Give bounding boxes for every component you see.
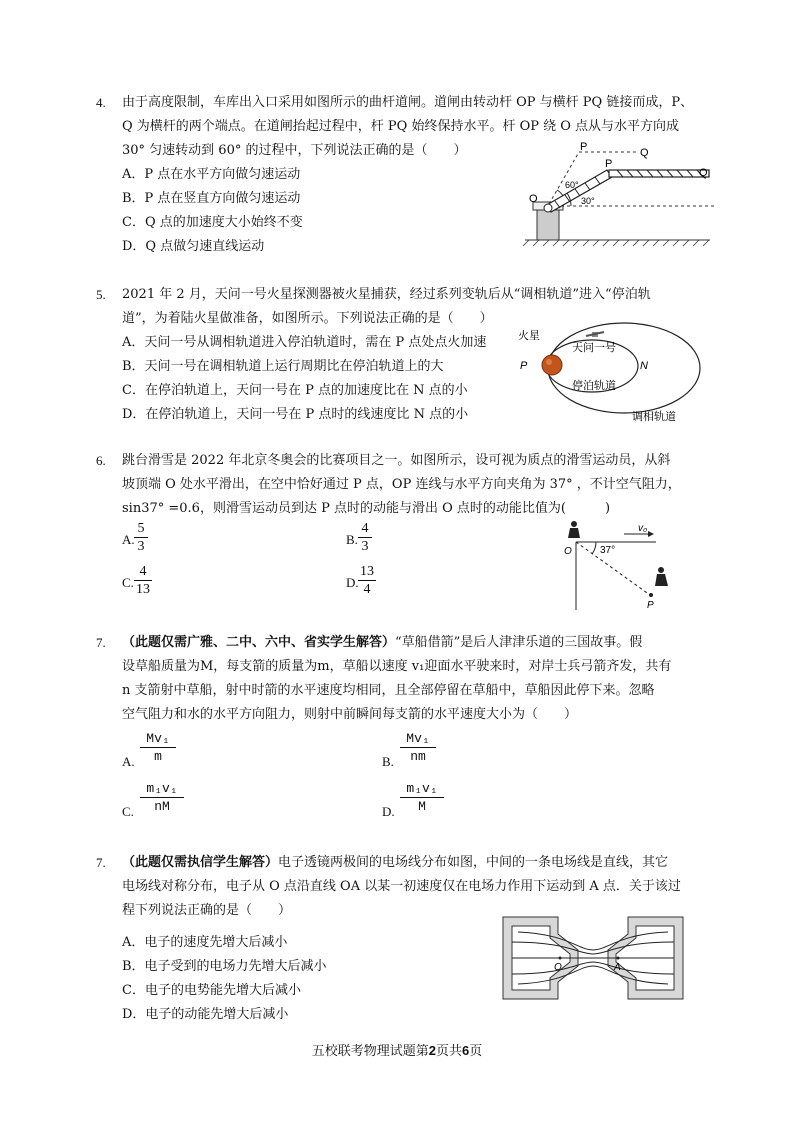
option-b: B．电子受到的电场力先增大后减小 bbox=[122, 959, 327, 974]
option-a: A．P 点在水平方向做匀速运动 bbox=[122, 167, 301, 182]
electron-lens-figure bbox=[498, 912, 688, 1004]
numerator: Mv₁ bbox=[406, 731, 430, 746]
question-number: 6. bbox=[96, 453, 106, 468]
denominator: 4 bbox=[363, 582, 371, 597]
option-c-label: C. bbox=[122, 575, 134, 590]
footer-page-number: 2 bbox=[428, 1043, 436, 1058]
label-o: O bbox=[564, 546, 572, 557]
question-text-line: 2021 年 2 月，天问一号火星探测器被火星捕获，经过系列变轨后从“调相轨道”进入“停泊轨 bbox=[122, 287, 651, 302]
skier-bottom-icon bbox=[655, 567, 668, 586]
footer-suffix: 页 bbox=[469, 1044, 483, 1059]
orbit-figure bbox=[512, 318, 702, 426]
label-p: P bbox=[605, 158, 613, 170]
barrier-gate-figure bbox=[515, 140, 720, 252]
option-d-label: D. bbox=[346, 575, 359, 590]
numerator: 13 bbox=[360, 564, 374, 579]
question-text-line: 设草船质量为M，每支箭的质量为m，草船以速度 v₁迎面水平驶来时，对岸士兵弓箭齐发，共有 bbox=[122, 659, 672, 674]
option-a-fraction bbox=[140, 730, 176, 765]
footer-middle: 页共 bbox=[435, 1044, 462, 1059]
option-a-fraction bbox=[134, 520, 148, 555]
eligibility-note: （此题仅需执信学生解答） bbox=[122, 855, 279, 870]
label-v0: v₀ bbox=[638, 523, 648, 534]
option-b-label: B. bbox=[382, 754, 394, 769]
question-number: 7. bbox=[96, 855, 106, 870]
numerator: m₁v₁ bbox=[406, 781, 438, 796]
option-c-label: C. bbox=[122, 804, 134, 819]
numerator: 4 bbox=[139, 564, 147, 579]
numerator: Mv₁ bbox=[146, 731, 170, 746]
option-d: D．电子的动能先增大后减小 bbox=[122, 1007, 289, 1022]
option-d-label: D. bbox=[382, 804, 395, 819]
label-mars: 火星 bbox=[518, 330, 540, 342]
label-60deg: 60° bbox=[565, 180, 579, 190]
denominator: 13 bbox=[136, 582, 150, 597]
question-text-line bbox=[122, 852, 668, 874]
footer-total-pages: 6 bbox=[462, 1043, 470, 1058]
denominator: 3 bbox=[361, 539, 369, 554]
angle-60-arc bbox=[557, 190, 563, 196]
denominator: 3 bbox=[137, 539, 145, 554]
question-text-line: Q 为横杆的两个端点。在道闸抬起过程中，杆 PQ 始终保持水平。杆 OP 绕 O 点从与水平方向成 bbox=[122, 119, 680, 134]
angle-arc bbox=[592, 542, 596, 554]
option-a: A．天问一号从调相轨道进入停泊轨道时，需在 P 点处点火加速 bbox=[122, 335, 487, 350]
skier-top-icon bbox=[568, 521, 580, 538]
gate-pedestal bbox=[537, 210, 559, 240]
option-a: A．电子的速度先增大后减小 bbox=[122, 935, 288, 950]
option-a-label: A. bbox=[122, 754, 135, 769]
option-b-label: B. bbox=[346, 532, 358, 547]
ski-jump-figure bbox=[558, 520, 688, 612]
ground-hatching bbox=[523, 240, 709, 246]
label-p: P bbox=[647, 600, 654, 611]
question-number: 7. bbox=[96, 635, 106, 650]
question-text-line: 由于高度限制，车库出入口采用如图所示的曲杆道闸。道闸由转动杆 OP 与横杆 PQ 链接而成，P、 bbox=[122, 95, 694, 110]
question-text-line: 30° 匀速转动到 60° 的过程中，下列说法正确的是（ ） bbox=[122, 143, 467, 158]
option-c: C．Q 点的加速度大小始终不变 bbox=[122, 215, 303, 230]
probe-icon bbox=[586, 332, 604, 337]
denominator: nM bbox=[154, 799, 170, 814]
label-q-upper: Q bbox=[640, 147, 649, 159]
label-30deg: 30° bbox=[581, 196, 595, 206]
mars-icon bbox=[542, 355, 562, 375]
rod-op bbox=[545, 170, 612, 212]
option-d: D．在停泊轨道上，天问一号在 P 点时的线速度比 N 点的小 bbox=[122, 407, 469, 422]
label-parking-orbit: 停泊轨道 bbox=[572, 380, 616, 392]
question-text-line bbox=[122, 632, 642, 654]
denominator: M bbox=[418, 799, 426, 814]
velocity-arrowhead bbox=[648, 531, 654, 537]
page-footer bbox=[0, 1040, 794, 1059]
eligibility-note: （此题仅需广雅、二中、六中、省实学生解答） bbox=[122, 635, 396, 650]
question-text-line: n 支箭射中草船，射中时箭的水平速度均相同，且全部停留在草船中，草船因此停下来。忽略 bbox=[122, 683, 655, 698]
question-text-line: 程下列说法正确的是（ ） bbox=[122, 903, 292, 918]
option-c-fraction bbox=[140, 780, 184, 815]
point-o bbox=[559, 957, 562, 960]
label-a: A bbox=[614, 962, 621, 973]
label-phasing-orbit: 调相轨道 bbox=[632, 411, 676, 423]
label-p: P bbox=[520, 360, 528, 372]
label-probe: 天问一号 bbox=[572, 342, 616, 354]
option-b: B．天问一号在调相轨道上运行周期比在停泊轨道上的大 bbox=[122, 359, 444, 374]
label-o: O bbox=[554, 962, 562, 973]
question-text: “草船借箭”是后人津津乐道的三国故事。假 bbox=[395, 635, 643, 650]
footer-prefix: 五校联考物理试题第 bbox=[311, 1044, 429, 1059]
mars-highlight bbox=[546, 359, 552, 365]
numerator: m₁v₁ bbox=[146, 781, 178, 796]
question-text-line: 电场线对称分布，电子从 O 点沿直线 OA 以某一初速度仅在电场力作用下运动到 A 点．关于该过 bbox=[122, 879, 681, 894]
pivot-o bbox=[544, 204, 552, 212]
label-p-upper: P bbox=[580, 141, 588, 153]
label-37deg: 37° bbox=[600, 545, 616, 556]
label-n: N bbox=[640, 360, 648, 372]
denominator: m bbox=[154, 749, 162, 764]
question-text: 电子透镜两极间的电场线分布如图，中间的一条电场线是直线，其它 bbox=[278, 855, 669, 870]
question-number: 4. bbox=[96, 95, 106, 110]
point-p bbox=[649, 593, 653, 597]
denominator: nm bbox=[410, 749, 426, 764]
question-number: 5. bbox=[96, 287, 106, 302]
option-c-fraction bbox=[134, 563, 152, 598]
option-b-fraction bbox=[400, 730, 436, 765]
numerator: 4 bbox=[361, 521, 369, 536]
question-text-line: sin37° =0.6，则滑雪运动员到达 P 点时的动能与滑出 O 点时的动能比值为( ) bbox=[122, 501, 611, 516]
label-o: O bbox=[529, 193, 538, 205]
question-text-line: 道”，为着陆火星做准备，如图所示。下列说法正确的是（ ） bbox=[122, 311, 493, 326]
question-text-line: 空气阻力和水的水平方向阻力，则射中前瞬间每支箭的水平速度大小为（ ） bbox=[122, 707, 578, 722]
option-b: B．P 点在竖直方向做匀速运动 bbox=[122, 191, 301, 206]
label-q: Q bbox=[699, 167, 708, 179]
option-d-fraction bbox=[358, 563, 376, 598]
option-b-fraction bbox=[358, 520, 372, 555]
bar-pq bbox=[609, 170, 709, 177]
phasing-orbit bbox=[548, 323, 700, 413]
option-d: D．Q 点做匀速直线运动 bbox=[122, 239, 265, 254]
numerator: 5 bbox=[137, 521, 145, 536]
question-text-line: 坡顶端 O 处水平滑出，在空中恰好通过 P 点，OP 连线与水平方向夹角为 37° ，不计空气阻力， bbox=[122, 477, 681, 492]
option-d-fraction bbox=[400, 780, 444, 815]
option-a-label: A. bbox=[122, 532, 135, 547]
question-text-line: 跳台滑雪是 2022 年北京冬奥会的比赛项目之一。如图所示，设可视为质点的滑雪运动员，从斜 bbox=[122, 453, 671, 468]
option-c: C．在停泊轨道上，天问一号在 P 点的加速度比在 N 点的小 bbox=[122, 383, 468, 398]
option-c: C．电子的电势能先增大后减小 bbox=[122, 983, 301, 998]
point-a bbox=[617, 957, 620, 960]
